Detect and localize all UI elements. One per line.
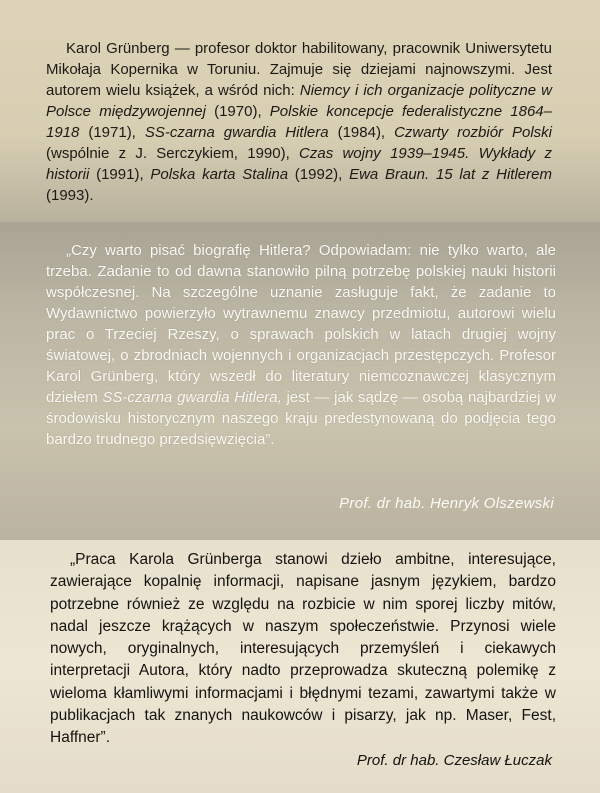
bio-text: (1970), xyxy=(205,103,270,120)
review-quote-luczak xyxy=(50,549,556,750)
book-title: SS-czarna gwardia Hitlera xyxy=(144,124,329,141)
review-quote-olszewski xyxy=(46,240,556,450)
author-bio xyxy=(46,38,552,206)
quote-text: jest — jak sądzę — osobą najbardziej w środowisku historycznym naszego kraju predestynowaną do podjęcia tego bardzo trudnego przedsięwzięcia”. xyxy=(46,389,556,448)
book-title: Niemcy i ich organizacje polityczne w Polsce międzywojennej xyxy=(46,82,552,120)
bio-text: (1991), xyxy=(89,166,151,183)
book-title: Polskie koncepcje federalistyczne 1864–1918 xyxy=(46,103,552,141)
bio-text: (1992), xyxy=(288,166,350,183)
signature-olszewski: Prof. dr hab. Henryk Olszewski xyxy=(339,495,554,512)
quote-text: „Czy warto pisać biografię Hitlera? Odpowiadam: nie tylko warto, ale trzeba. Zadanie to od dawna stanowiło pilną potrzebę polskiej nauki historii współczesnej. Na szczególne uznanie zasługuje fakt, że zadanie to Wydawnictwo powierzyło wytrawnemu znawcy przedmiotu, autorowi wielu prac o Trzeciej Rzeszy, o sprawach polskich w latach drugiej wojny światowej, o zbrodniach wojennych i organizacjach przestępczych. Profesor Karol Grünberg, który wszedł do literatury niemcoznawczej klasycznym dziełem xyxy=(46,242,556,406)
book-title: Czwarty rozbiór Polski xyxy=(394,124,552,141)
bio-text: (1984), xyxy=(328,124,395,141)
bio-text: (wspólnie z J. Serczykiem, 1990), xyxy=(46,145,300,162)
book-title: Polska karta Stalina xyxy=(150,166,289,183)
bio-text: (1971), xyxy=(79,124,145,141)
book-title: Ewa Braun. 15 lat z Hitlerem xyxy=(349,166,552,183)
bio-text: (1993). xyxy=(46,187,94,204)
book-title: SS-czarna gwardia Hitlera, xyxy=(102,389,282,406)
bio-text: Karol Grünberg — profesor doktor habilitowany, pracownik Uniwersytetu Mikołaja Kopernika w Toruniu. Zajmuje się dziejami najnowszymi. Jest autorem wielu książek, a wśród nich: xyxy=(46,40,552,99)
signature-luczak: Prof. dr hab. Czesław Łuczak xyxy=(356,752,552,769)
quote-text: „Praca Karola Grünberga stanowi dzieło ambitne, interesujące, zawierające kopalnię informacji, napisane jasnym językiem, bardzo potrzebne również ze względu na rozbicie w nim sporej liczby mitów, nadal jeszcze krążących w naszym społeczeństwie. Przynosi wiele nowych, oryginalnych, interesujących przemyśleń i ciekawych interpretacji Autora, który nadto przeprowadza skuteczną polemikę z wieloma kłamliwymi informacjami i błędnymi tezami, zawartymi także w publikacjach tak znanych naukowców i pisarzy, jak np. Maser, Fest, Haffner”. xyxy=(50,551,556,747)
book-title: Czas wojny 1939–1945. Wykłady z historii xyxy=(46,145,553,183)
